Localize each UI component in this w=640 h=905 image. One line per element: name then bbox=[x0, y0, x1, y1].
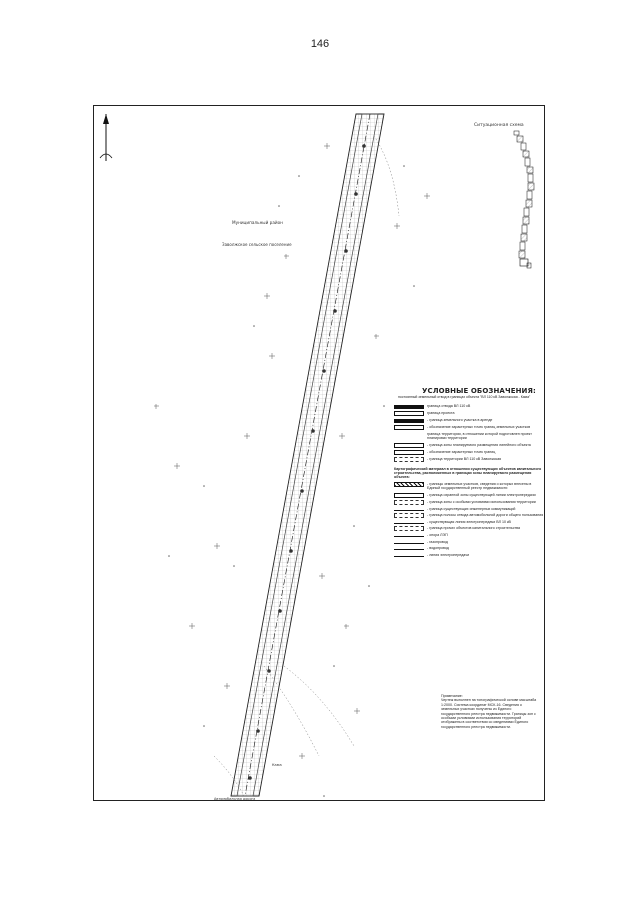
legend-text: - граница земельного участка в аренде bbox=[427, 417, 493, 422]
legend-symbol-box bbox=[394, 411, 424, 416]
legend-row bbox=[394, 404, 544, 409]
legend-row bbox=[394, 540, 544, 544]
legend-row bbox=[394, 553, 544, 557]
legend-text: - газопровод bbox=[427, 539, 448, 544]
legend-symbol-dot bbox=[394, 425, 424, 430]
legend-subtitle: постоянный земельный отвод в границах объекта "ВЛ 110 кВ Заволжская - Кама" bbox=[398, 395, 531, 400]
legend-symbol-dash bbox=[394, 513, 424, 518]
notes bbox=[441, 694, 541, 729]
legend-row bbox=[394, 533, 544, 537]
notes-heading: Примечание: bbox=[441, 694, 463, 698]
area-label: Муниципальный район bbox=[232, 220, 283, 225]
legend-row bbox=[394, 493, 544, 498]
legend-symbol-line bbox=[394, 536, 424, 537]
legend-row bbox=[394, 507, 544, 511]
legend-text: - граница территории ВЛ 110 кВ Заволжская bbox=[427, 456, 502, 461]
legend-symbol-line bbox=[394, 556, 424, 557]
legend-text: граница отвода ВЛ 110 кВ bbox=[427, 403, 471, 408]
page-number: 146 bbox=[310, 38, 330, 50]
route-centerline bbox=[245, 114, 370, 796]
village-label: Кама bbox=[272, 763, 282, 767]
legend-symbol-line bbox=[394, 543, 424, 544]
legend-text: - граница зоны планируемого размещения линейного объекта bbox=[427, 442, 531, 447]
legend-row bbox=[394, 500, 544, 505]
legend-symbol-dot bbox=[394, 450, 424, 455]
legend-symbol-dash bbox=[394, 500, 424, 505]
legend-row bbox=[394, 443, 544, 448]
legend-text: - линия электропередачи bbox=[427, 552, 470, 557]
legend-symbol-dash bbox=[394, 526, 424, 531]
inset-map bbox=[514, 131, 534, 268]
legend-text: граница территории, в отношении которой подготовлен проект планировки территории bbox=[427, 431, 532, 441]
legend-row bbox=[394, 457, 544, 462]
legend-text: - водопровод bbox=[427, 546, 449, 551]
legend-text: - границы земельных участков, сведения о которых внесены в Единый государственный реестр недвижимости bbox=[427, 481, 532, 491]
legend-row bbox=[394, 418, 544, 423]
legend-symbol-dash bbox=[394, 457, 424, 462]
legend-row bbox=[394, 546, 544, 550]
legend-symbol-solid bbox=[394, 419, 424, 423]
terrain-symbols bbox=[154, 143, 430, 759]
legend-section-items bbox=[394, 482, 544, 557]
legend-text: - опора ЛЭП bbox=[427, 533, 448, 538]
legend-text: - обозначение характерных точек границ земельных участков bbox=[427, 424, 531, 429]
bottom-road-label: Автомобильная дорога bbox=[214, 797, 256, 801]
legend-items bbox=[394, 404, 544, 462]
legend-text: - обозначение характерных точек границ bbox=[427, 449, 496, 454]
legend-symbol-line bbox=[394, 523, 424, 524]
legend-row bbox=[394, 526, 544, 531]
legend-symbol-box bbox=[394, 443, 424, 448]
legend-text: - граница охранной зоны существующей линии электропередачи bbox=[427, 492, 536, 497]
legend-text: граница проекта bbox=[427, 410, 455, 415]
map-sheet bbox=[93, 105, 545, 801]
legend-text: - граница полосы отвода автомобильной дороги общего пользования bbox=[427, 513, 544, 518]
legend-symbol-box bbox=[394, 493, 424, 498]
legend-symbol-text bbox=[394, 432, 424, 438]
legend-text: - граница существующих инженерных коммуникаций bbox=[427, 506, 516, 511]
legend-row bbox=[394, 432, 544, 441]
legend-row bbox=[394, 425, 544, 430]
legend-symbol-box-filled bbox=[394, 405, 424, 409]
notes-text: Чертеж выполнен на топографической основе масштаба 1:2000. Система координат МСК-16. Сведения о земельных участках получены из Единого государственного реестра недвижимости. Границы зон с особыми условиями использования территорий отображены в соответствии со сведениями Единого государственного реестра недвижимости. bbox=[441, 698, 537, 729]
settlement-label: Заволжское сельское поселение bbox=[222, 242, 292, 247]
legend-symbol-hatch bbox=[394, 482, 424, 487]
legend bbox=[394, 389, 544, 559]
legend-text: - граница прочих объектов капитального строительства bbox=[427, 526, 520, 531]
legend-row bbox=[394, 513, 544, 518]
legend-symbol-line bbox=[394, 510, 424, 511]
inset-title: Ситуационная схема bbox=[474, 123, 524, 128]
legend-title: УСЛОВНЫЕ ОБОЗНАЧЕНИЯ: bbox=[422, 387, 536, 395]
north-arrow-icon bbox=[100, 114, 112, 161]
legend-text: - граница зоны с особыми условиями использования территории bbox=[427, 499, 536, 504]
legend-row bbox=[394, 450, 544, 455]
legend-row bbox=[394, 520, 544, 524]
legend-section-heading: Картографический материал в отношении существующих объектов капитального строительства, расположенных в границах зоны планируемого размещения объекта: bbox=[394, 466, 542, 480]
legend-row bbox=[394, 482, 544, 491]
legend-symbol-line bbox=[394, 549, 424, 550]
legend-text: - существующая линия электропередачи ВЛ 10 кВ bbox=[427, 520, 511, 525]
legend-row bbox=[394, 411, 544, 416]
